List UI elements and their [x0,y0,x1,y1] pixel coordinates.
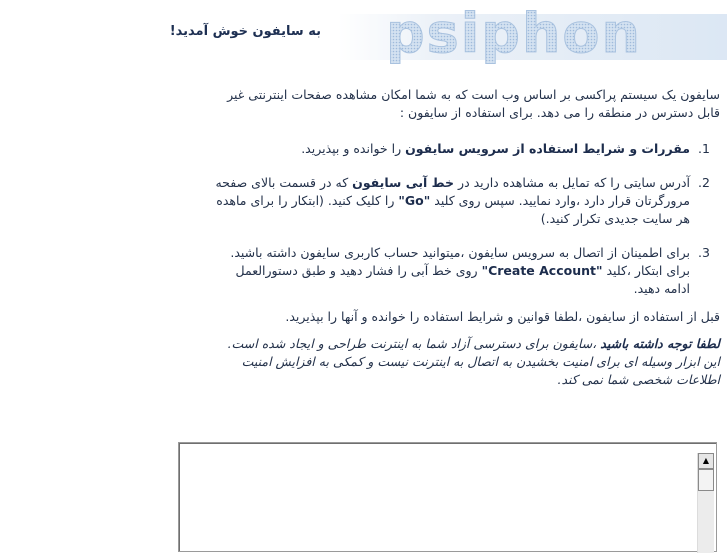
note-label: لطفا توجه داشته باشید [600,336,720,351]
psiphon-logo [338,8,727,64]
step-text: برای اطمینان از اتصال به سرویس سایفون ،میتوانید حساب کاربری سایفون داشته باشید. برای ابتکار ،کلید [230,245,690,278]
terms-link[interactable]: مقررات و شرایط استفاده از سرویس سایفون [405,141,690,156]
step-text: را کلیک کنید. (ابتکار را برای ماهده هر سایت جدیدی تکرار کنید.) [216,193,690,226]
blue-bar-term: خط آبی سایفون [352,175,455,190]
step-text: روی خط آبی را فشار دهید و طبق دستورالعمل ادامه دهید. [235,263,690,296]
step-text: آدرس سایتی را که تمایل به مشاهده دارید در [454,175,690,190]
steps-list [210,140,720,298]
page-title: به سایفون خوش آمدید! [169,24,321,39]
list-item [210,140,694,158]
intro-text: سایفون یک سیستم پراکسی بر اساس وب است که به شما امکان مشاهده صفحات اینترنتی غیر قابل دسترس در منطقه را می دهد. برای استفاده از سایفون : [227,87,720,120]
create-account-term: "Create Account" [481,263,603,278]
list-item [210,174,694,228]
go-key-term: "Go" [398,193,431,208]
note-text [210,335,720,389]
logo-text: psiphon [386,8,642,64]
scrollbar[interactable] [697,453,714,553]
step-text: که در قسمت بالای صفحه مرورگرتان قرار دارد ،وارد نمایید. سپس روی کلید [215,175,690,208]
scroll-thumb[interactable] [698,469,714,491]
list-item [210,244,694,298]
header [0,0,727,70]
note-body: ،سایفون برای دسترسی آزاد شما به اینترنت طراحی و ایجاد شده است. این ابزار وسیله ای برای امنیت بخشیدن به اتصال به اینترنت نیست و کمکی به افزایش امنیت اطلاعات شخصی شما نمی کند. [227,336,720,387]
main-content [210,86,720,389]
terms-textarea[interactable] [178,442,717,552]
scroll-up-arrow-icon[interactable]: ▲ [698,453,714,469]
step-text: را خوانده و بپذیرید. [301,141,406,156]
before-use-text: قبل از استفاده از سایفون ،لطفا قوانین و شرایط استفاده را خوانده و آنها را بپذیرید. [285,309,720,324]
